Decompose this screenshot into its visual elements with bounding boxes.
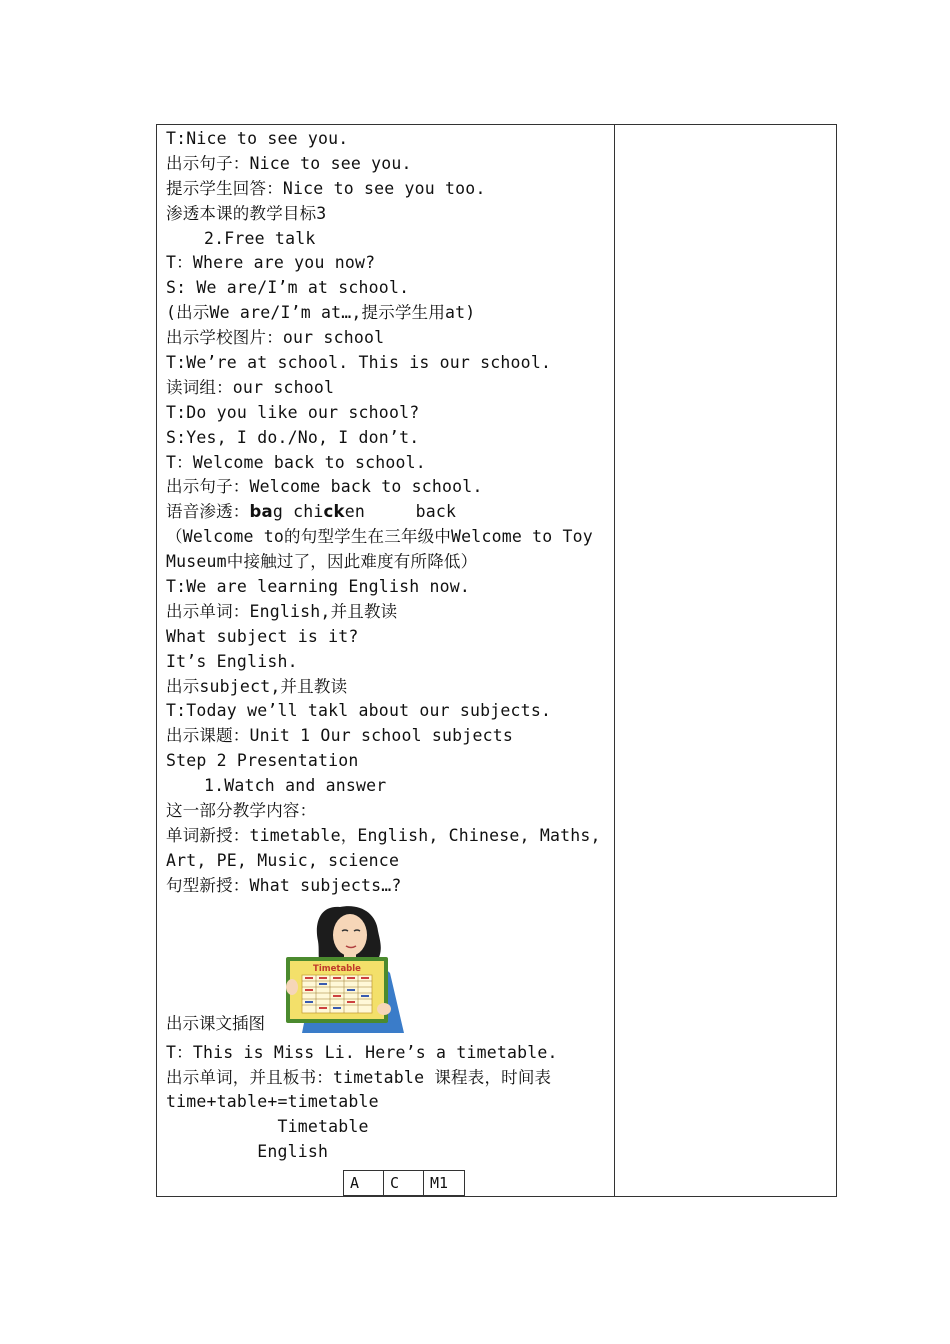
text-line: 出示单词：English,并且教读	[166, 601, 398, 621]
phonics-text: g chi	[272, 502, 324, 522]
text-line: 句型新授：What subjects…?	[166, 875, 402, 895]
text-line: 提示学生回答：Nice to see you too.	[166, 178, 486, 198]
grid-cell: C	[384, 1171, 424, 1195]
text-line: T:Nice to see you.	[166, 129, 349, 148]
board-title: Timetable	[313, 963, 361, 974]
text-line: 出示句子：Nice to see you.	[166, 153, 412, 173]
text-line: 出示单词，并且板书：timetable 课程表，时间表	[166, 1067, 552, 1087]
text-line: T：Where are you now?	[166, 253, 376, 273]
phonics-text: en back	[344, 502, 457, 522]
lesson-content-cell	[166, 127, 611, 1165]
phonics-highlight: ba	[249, 502, 273, 522]
text-line: Museum中接触过了，因此难度有所降低）	[166, 552, 478, 572]
text-line: T:Today we’ll takl about our subjects.	[166, 701, 552, 721]
text-line: 这一部分教学内容：	[166, 801, 317, 821]
text-line: T:Do you like our school?	[166, 402, 420, 422]
illustration-caption: 出示课文插图	[166, 1013, 265, 1033]
text-line: T：This is Miss Li. Here’s a timetable.	[166, 1042, 558, 1062]
text-line: 出示课题：Unit 1 Our school subjects	[166, 726, 513, 746]
teacher-timetable-illustration	[280, 901, 410, 1033]
text-line: T:We’re at school. This is our school.	[166, 353, 552, 373]
text-line: 出示句子：Welcome back to school.	[166, 477, 483, 497]
grid-cell: M1	[430, 1174, 449, 1192]
text-line: 单词新授：timetable，English, Chinese, Maths,	[166, 825, 601, 845]
text-line: It’s English.	[166, 651, 298, 671]
phonics-line	[166, 500, 611, 525]
illustration-row	[166, 899, 611, 1037]
text-line: 渗透本课的教学目标3	[166, 203, 327, 223]
text-line: time+table+=timetable	[166, 1092, 379, 1112]
text-line: English	[166, 1142, 329, 1162]
board-grid-table	[343, 1170, 465, 1196]
text-line: S:Yes, I do./No, I don’t.	[166, 427, 420, 447]
grid-cell: A	[344, 1171, 384, 1195]
text-line: Timetable	[166, 1117, 369, 1137]
text-line: S: We are/I’m at school.	[166, 278, 410, 298]
text-line: T:We are learning English now.	[166, 577, 471, 597]
phonics-prefix: 语音渗透：	[166, 502, 250, 522]
text-line: 2.Free talk	[204, 228, 316, 248]
text-line: (出示We are/I’m at…,提示学生用at)	[166, 303, 476, 323]
lesson-plan-table	[156, 124, 837, 1197]
text-line: 出示subject,并且教读	[166, 676, 348, 696]
text-line: Step 2 Presentation	[166, 751, 359, 771]
text-line: 1.Watch and answer	[204, 776, 387, 796]
text-line: （Welcome to的句型学生在三年级中Welcome to Toy	[166, 527, 593, 547]
phonics-highlight: ck	[323, 502, 345, 522]
text-line: What subject is it?	[166, 626, 359, 646]
column-divider	[614, 125, 615, 1196]
text-line: 读词组：our school	[166, 377, 335, 397]
text-line: Art, PE, Music, science	[166, 850, 400, 870]
text-line: T：Welcome back to school.	[166, 452, 426, 472]
text-line: 出示学校图片：our school	[166, 328, 385, 348]
